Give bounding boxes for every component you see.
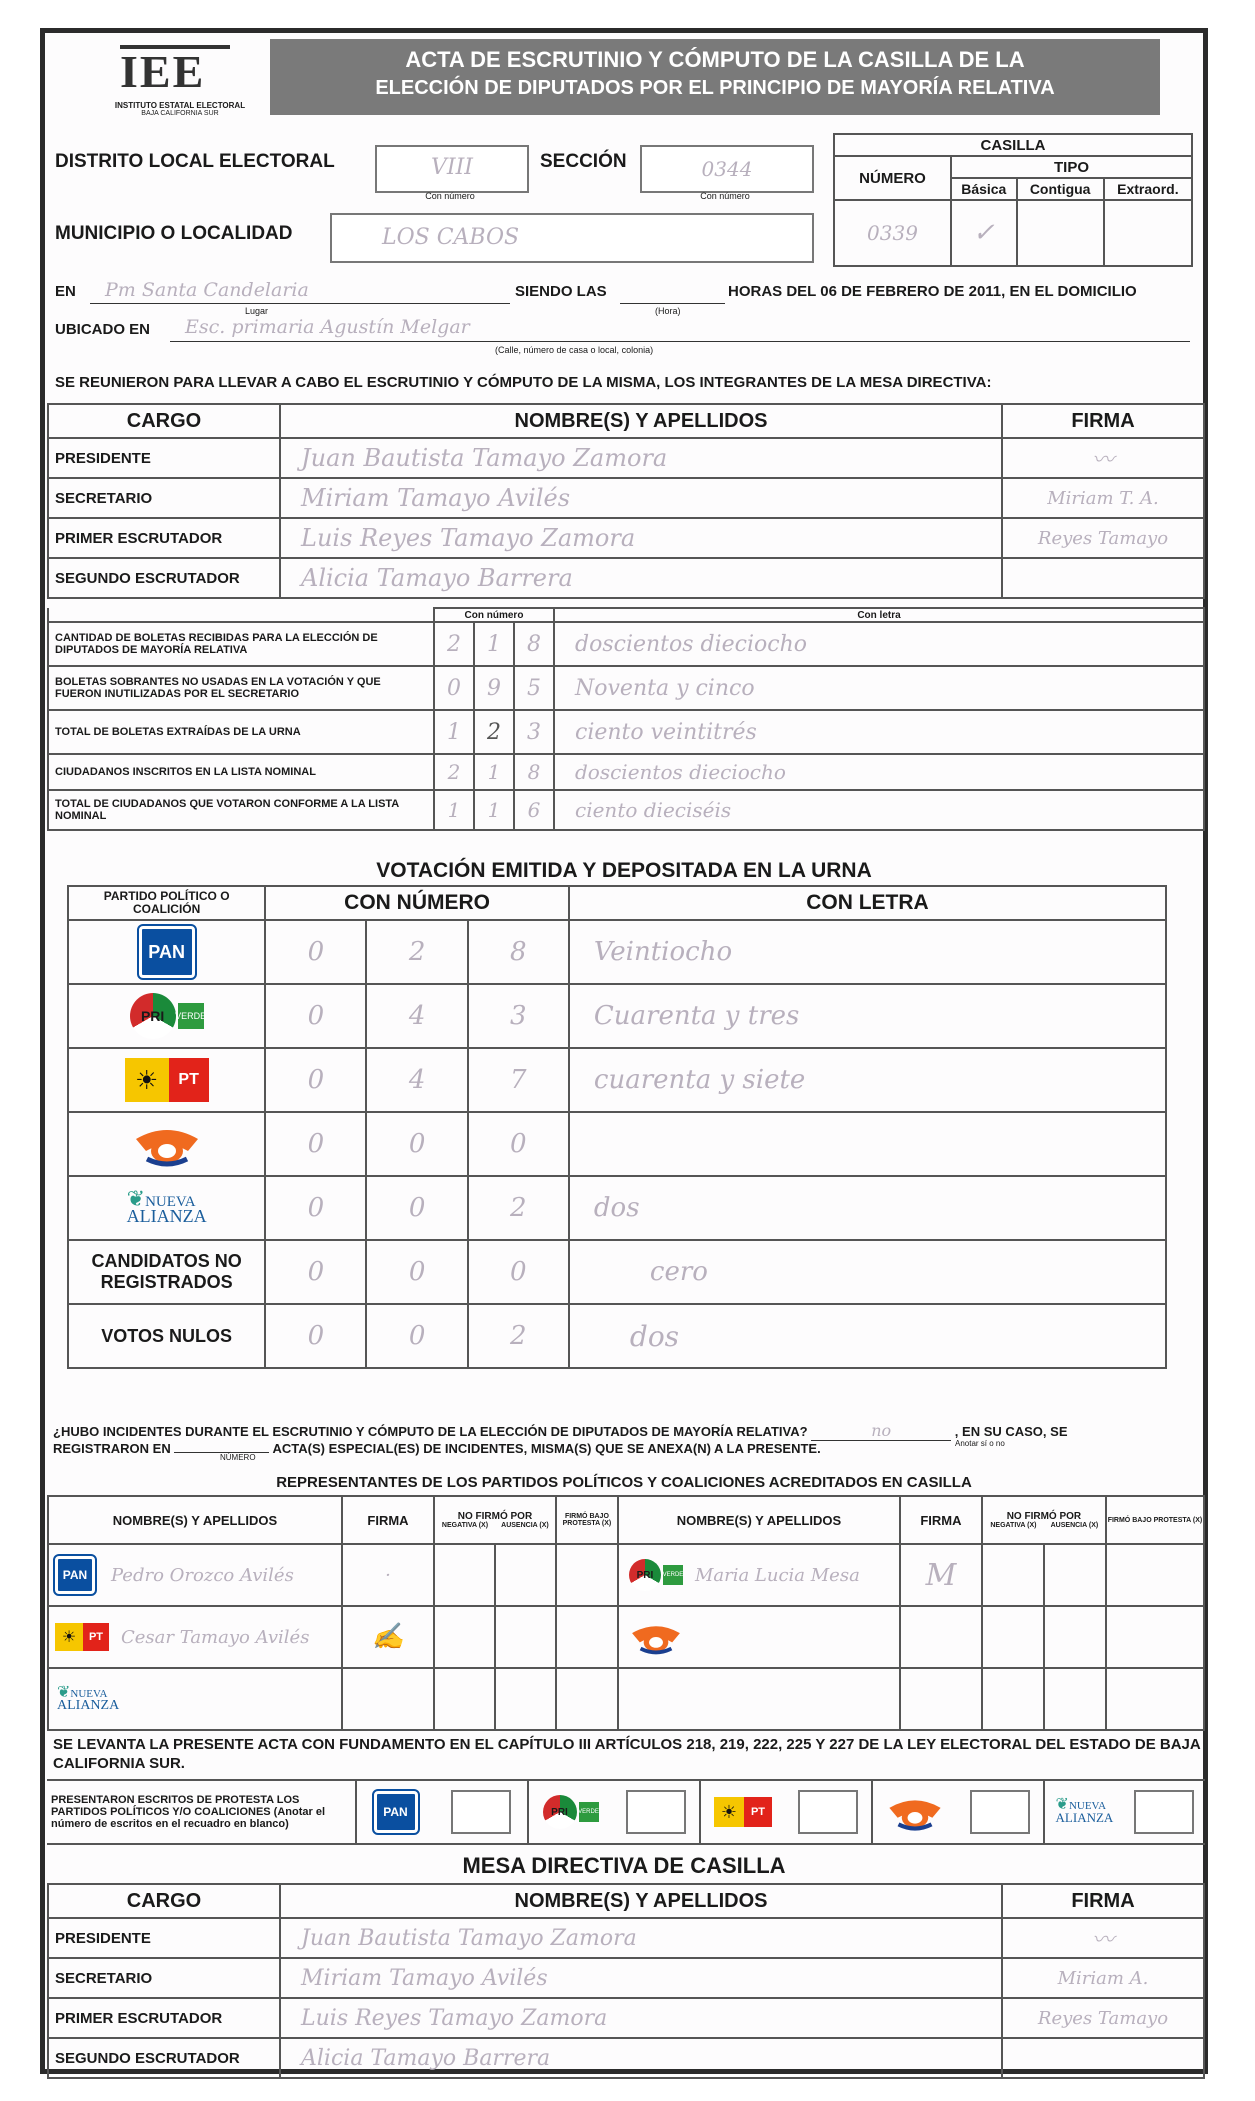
rep-prd-pt-firma[interactable]: ✍ — [342, 1606, 434, 1668]
rep-pri-logo-icon: PRI — [629, 1559, 661, 1591]
municipio-value: LOS CABOS — [382, 225, 520, 250]
no-registrados-letra[interactable]: cero — [569, 1240, 1166, 1304]
na-line-2: ALIANZA — [126, 1205, 207, 1226]
nueva-alianza-logo-icon: ❦NUEVA ALIANZA — [126, 1185, 207, 1226]
tipo-header: TIPO — [951, 156, 1192, 178]
incidentes-registraron: REGISTRARON EN — [53, 1441, 171, 1456]
mesa2-nombre-header: NOMBRE(S) Y APELLIDOS — [280, 1884, 1002, 1918]
rep-convergencia-logo-icon — [629, 1619, 683, 1655]
boletas-recibidas-letra[interactable]: doscientos dieciocho — [554, 622, 1204, 666]
numero-header: NÚMERO — [834, 156, 951, 200]
rep-left-firmo-bajo: FIRMÓ BAJO PROTESTA (X) — [556, 1496, 618, 1544]
boletas-extraidas-label: TOTAL DE BOLETAS EXTRAÍDAS DE LA URNA — [48, 710, 434, 754]
tipo-contigua: Contigua — [1017, 178, 1104, 200]
convergencia-letra[interactable] — [569, 1112, 1166, 1176]
rep-nueva-alianza-firma[interactable] — [342, 1668, 434, 1730]
convergencia-d1[interactable]: 0 — [265, 1112, 366, 1176]
protesta-text: PRESENTARON ESCRITOS DE PROTESTA LOS PARTIDOS POLÍTICOS Y/O COALICIONES (Anotar el número de escritos en el recuadro en blanco) — [47, 1781, 357, 1843]
acta-sheet — [40, 28, 1208, 2074]
votos-nulos-d1[interactable]: 0 — [265, 1304, 366, 1368]
prd-sun-icon: ☀ — [125, 1058, 169, 1102]
nueva-alianza-d1[interactable]: 0 — [265, 1176, 366, 1240]
cargo-presidente: PRESIDENTE — [48, 438, 280, 478]
nombre-presidente[interactable]: Juan Bautista Tamayo Zamora — [280, 438, 1002, 478]
rep-nueva-alianza-row — [48, 1668, 342, 1730]
pan-logo-icon: PAN — [139, 926, 195, 978]
rep-right-firma-header: FIRMA — [900, 1496, 982, 1544]
mesa2-firma-secretario[interactable]: Miriam A. — [1002, 1958, 1204, 1998]
protesta-verde-logo-icon: VERDE — [579, 1802, 599, 1822]
boletas-con-letra: Con letra — [554, 608, 1204, 622]
protesta-pan-box[interactable] — [451, 1790, 511, 1834]
tipo-extraord-cell[interactable] — [1104, 200, 1192, 266]
mesa2-firma-segundo-escrutador[interactable] — [1002, 2038, 1204, 2078]
cargo-secretario: SECRETARIO — [48, 478, 280, 518]
title-line-2: ELECCIÓN DE DIPUTADOS POR EL PRINCIPIO DE MAYORÍA RELATIVA — [375, 77, 1055, 99]
domicilio-value: Esc. primaria Agustín Melgar — [185, 316, 470, 338]
nueva-alianza-d3[interactable]: 2 — [468, 1176, 569, 1240]
verde-logo-icon: VERDE — [178, 1003, 204, 1029]
convergencia-d3[interactable]: 0 — [468, 1112, 569, 1176]
boletas-recibidas-label: CANTIDAD DE BOLETAS RECIBIDAS PARA LA ELECCIÓN DE DIPUTADOS DE MAYORÍA RELATIVA — [48, 622, 434, 666]
na-line-1: NUEVA — [145, 1193, 196, 1210]
boletas-table — [47, 607, 1205, 831]
nueva-alianza-letra[interactable]: dos — [569, 1176, 1166, 1240]
ciudadanos-votaron-letra[interactable]: ciento dieciséis — [554, 790, 1204, 830]
mesa2-firma-header: FIRMA — [1002, 1884, 1204, 1918]
mesa2-title: MESA DIRECTIVA DE CASILLA — [462, 1853, 786, 1878]
convergencia-d2[interactable]: 0 — [366, 1112, 467, 1176]
party-prd-pt-cell — [68, 1048, 265, 1112]
institute-state: BAJA CALIFORNIA SUR — [141, 110, 219, 117]
rep-pan-ausencia[interactable] — [495, 1544, 556, 1606]
mesa2-firma-primer-escrutador[interactable]: Reyes Tamayo — [1002, 1998, 1204, 2038]
protesta-pri-box[interactable] — [626, 1790, 686, 1834]
votacion-con-numero: CON NÚMERO — [265, 886, 569, 920]
mesa-directiva-table-2 — [47, 1883, 1205, 2079]
ciudadanos-votaron-d2[interactable]: 1 — [474, 790, 514, 830]
logo-text: IEE — [120, 45, 230, 95]
pan-d3[interactable]: 8 — [468, 920, 569, 984]
rep-pan-logo-icon: PAN — [55, 1556, 95, 1594]
rep-empty-nombre[interactable] — [618, 1668, 900, 1730]
representantes-table — [47, 1495, 1205, 1731]
protesta-nueva-alianza-logo-icon: ❦NUEVA ALIANZA — [1055, 1796, 1114, 1825]
rep-empty-firma[interactable] — [900, 1668, 982, 1730]
horas-text: HORAS DEL 06 DE FEBRERO DE 2011, EN EL DOMICILIO — [728, 283, 1137, 300]
iee-logo — [100, 45, 270, 135]
prd-pt-d2[interactable]: 4 — [366, 1048, 467, 1112]
protesta-pri-logo-icon: PRI — [543, 1795, 577, 1829]
prd-pt-d3[interactable]: 7 — [468, 1048, 569, 1112]
incidentes-question: ¿HUBO INCIDENTES DURANTE EL ESCRUTINIO Y CÓMPUTO DE LA ELECCIÓN DE DIPUTADOS DE MAYORÍA RELATIVA? — [53, 1424, 808, 1439]
incidentes-answer[interactable]: no — [811, 1421, 951, 1441]
distrito-label: DISTRITO LOCAL ELECTORAL — [55, 151, 335, 172]
tipo-basica: Básica — [951, 178, 1017, 200]
rep-right-firmo-bajo: FIRMÓ BAJO PROTESTA (X) — [1106, 1496, 1204, 1544]
boletas-con-numero: Con número — [434, 608, 554, 622]
protesta-pri — [529, 1781, 701, 1843]
reunieron-text: SE REUNIERON PARA LLEVAR A CABO EL ESCRUTINIO Y CÓMPUTO DE LA MISMA, LOS INTEGRANTES DE LA MESA DIRECTIVA: — [55, 374, 992, 391]
rep-pri-ausencia[interactable] — [1044, 1544, 1106, 1606]
cargo-header: CARGO — [48, 404, 280, 438]
rep-convergencia-negativa[interactable] — [982, 1606, 1044, 1668]
boletas-extraidas-letra[interactable]: ciento veintitrés — [554, 710, 1204, 754]
ciudadanos-inscritos-letra[interactable]: doscientos dieciocho — [554, 754, 1204, 790]
rep-pan-firma[interactable]: · — [342, 1544, 434, 1606]
seccion-caption: Con número — [700, 191, 750, 201]
ciudadanos-inscritos-label: CIUDADANOS INSCRITOS EN LA LISTA NOMINAL — [48, 754, 434, 790]
casilla-table — [833, 133, 1193, 267]
pri-d2[interactable]: 4 — [366, 984, 467, 1048]
rep-pri-negativa[interactable] — [982, 1544, 1044, 1606]
mesa2-cargo-presidente: PRESIDENTE — [48, 1918, 280, 1958]
mesa2-cargo-secretario: SECRETARIO — [48, 1958, 280, 1998]
anotar-caption: Anotar sí o no — [955, 1439, 1005, 1448]
tipo-extraord: Extraord. — [1104, 178, 1192, 200]
votacion-table — [67, 885, 1167, 1369]
boletas-recibidas-d1[interactable]: 2 — [434, 622, 474, 666]
distrito-value: VIII — [431, 155, 473, 180]
ciudadanos-votaron-d3[interactable]: 6 — [514, 790, 554, 830]
rep-left-no-firmo: NO FIRMÓ POR NEGATIVA (X) AUSENCIA (X) — [434, 1496, 556, 1544]
mesa2-nombre-segundo-escrutador[interactable]: Alicia Tamayo Barrera — [280, 2038, 1002, 2078]
incidentes-question-end: , EN SU CASO, SE — [954, 1424, 1068, 1439]
pan-d1[interactable]: 0 — [265, 920, 366, 984]
title-band — [270, 39, 1160, 115]
rep-convergencia-firma[interactable] — [900, 1606, 982, 1668]
firma-segundo-escrutador[interactable] — [1002, 558, 1204, 598]
rep-convergencia-protesta[interactable] — [1106, 1606, 1204, 1668]
mesa2-firma-presidente[interactable]: 〰 — [1002, 1918, 1204, 1958]
party-pan-cell — [68, 920, 265, 984]
seccion-label: SECCIÓN — [540, 151, 627, 172]
pri-d3[interactable]: 3 — [468, 984, 569, 1048]
protesta-convergencia-box[interactable] — [970, 1790, 1030, 1834]
siendo-las-label: SIENDO LAS — [515, 283, 607, 300]
tipo-basica-check[interactable]: ✓ — [951, 200, 1017, 266]
votos-nulos-label: VOTOS NULOS — [68, 1304, 265, 1368]
rep-empty-ausencia[interactable] — [1044, 1668, 1106, 1730]
pan-letra[interactable]: Veintiocho — [569, 920, 1166, 984]
boletas-sobrantes-d2[interactable]: 9 — [474, 666, 514, 710]
ubicado-label: UBICADO EN — [55, 321, 151, 338]
en-label: EN — [55, 283, 76, 300]
fundamento-text: SE LEVANTA LA PRESENTE ACTA CON FUNDAMENTO EN EL CAPÍTULO III ARTÍCULOS 218, 219, 222, 225 Y 227 DE LA LEY ELECTORAL DEL ESTADO DE BAJA CALIFORNIA SUR. — [53, 1736, 1201, 1772]
mesa-directiva-table-1 — [47, 403, 1205, 599]
rep-prd-sun-icon: ☀ — [55, 1623, 83, 1651]
no-registrados-d3[interactable]: 0 — [468, 1240, 569, 1304]
firma-secretario[interactable]: Miriam T. A. — [1002, 478, 1204, 518]
title-line-1: ACTA DE ESCRUTINIO Y CÓMPUTO DE LA CASILLA DE LA — [405, 47, 1025, 72]
rep-pan-negativa[interactable] — [434, 1544, 495, 1606]
votos-nulos-letra[interactable]: dos — [569, 1304, 1166, 1368]
rep-pan-nombre[interactable]: Pedro Orozco Avilés — [111, 1564, 294, 1586]
protesta-pt-logo-icon: PT — [744, 1797, 772, 1827]
boletas-extraidas-d2[interactable]: 2 — [474, 710, 514, 754]
rep-prd-pt-nombre[interactable]: Cesar Tamayo Avilés — [121, 1626, 310, 1648]
protesta-prd-sun-icon: ☀ — [714, 1797, 744, 1827]
protesta-pan-logo-icon: PAN — [374, 1791, 418, 1833]
protesta-nueva-alianza — [1045, 1781, 1205, 1843]
domicilio-line[interactable] — [170, 341, 1190, 342]
mesa2-nombre-secretario[interactable]: Miriam Tamayo Avilés — [280, 1958, 1002, 1998]
no-registrados-label: CANDIDATOS NO REGISTRADOS — [68, 1240, 265, 1304]
ciudadanos-votaron-d1[interactable]: 1 — [434, 790, 474, 830]
tipo-contigua-cell[interactable] — [1017, 200, 1104, 266]
rep-pri-nombre[interactable]: Maria Lucia Mesa — [694, 1564, 860, 1586]
casilla-header: CASILLA — [834, 134, 1192, 156]
votos-nulos-d3[interactable]: 2 — [468, 1304, 569, 1368]
votacion-con-letra: CON LETRA — [569, 886, 1166, 920]
rep-prd-pt-ausencia[interactable] — [495, 1606, 556, 1668]
domicilio-caption: (Calle, número de casa o local, colonia) — [495, 345, 654, 355]
protesta-nueva-alianza-box[interactable] — [1134, 1790, 1194, 1834]
prd-pt-d1[interactable]: 0 — [265, 1048, 366, 1112]
rep-verde-logo-icon: VERDE — [663, 1565, 683, 1585]
mesa2-cargo-header: CARGO — [48, 1884, 280, 1918]
protesta-convergencia — [873, 1781, 1045, 1843]
rep-pri-firma[interactable]: M — [900, 1544, 982, 1606]
mesa2-cargo-segundo-escrutador: SEGUNDO ESCRUTADOR — [48, 2038, 280, 2078]
seccion-box[interactable] — [640, 145, 814, 193]
municipio-box[interactable] — [330, 213, 814, 263]
nombre-segundo-escrutador[interactable]: Alicia Tamayo Barrera — [280, 558, 1002, 598]
lugar-line[interactable] — [90, 303, 510, 304]
seccion-value: 0344 — [701, 157, 753, 181]
casilla-numero[interactable]: 0339 — [834, 200, 951, 266]
rep-nueva-alianza-logo-icon: ❦NUEVA ALIANZA — [57, 1683, 120, 1713]
no-registrados-d1[interactable]: 0 — [265, 1240, 366, 1304]
hora-caption: (Hora) — [655, 306, 681, 316]
distrito-box[interactable] — [375, 145, 529, 193]
rep-prd-pt-protesta[interactable] — [556, 1606, 618, 1668]
representantes-title: REPRESENTANTES DE LOS PARTIDOS POLÍTICOS Y COALICIONES ACREDITADOS EN CASILLA — [276, 1474, 972, 1491]
mesa2-nombre-primer-escrutador[interactable]: Luis Reyes Tamayo Zamora — [280, 1998, 1002, 2038]
nombre-secretario[interactable]: Miriam Tamayo Avilés — [280, 478, 1002, 518]
rep-nueva-alianza-negativa[interactable] — [434, 1668, 495, 1730]
nombre-header: NOMBRE(S) Y APELLIDOS — [280, 404, 1002, 438]
protesta-row — [47, 1779, 1205, 1845]
rep-nueva-alianza-ausencia[interactable] — [495, 1668, 556, 1730]
rep-convergencia-row — [618, 1606, 900, 1668]
rep-left-firma-header: FIRMA — [342, 1496, 434, 1544]
mesa2-nombre-presidente[interactable]: Juan Bautista Tamayo Zamora — [280, 1918, 1002, 1958]
incidentes-acta-text: ACTA(S) ESPECIAL(ES) DE INCIDENTES, MISMA(S) QUE SE ANEXA(N) A LA PRESENTE. — [272, 1441, 821, 1456]
party-pri-cell — [68, 984, 265, 1048]
ciudadanos-votaron-label: TOTAL DE CIUDADANOS QUE VOTARON CONFORME A LA LISTA NOMINAL — [48, 790, 434, 830]
pt-logo-icon: PT — [169, 1058, 209, 1102]
nueva-alianza-d2[interactable]: 0 — [366, 1176, 467, 1240]
party-nueva-alianza-cell — [68, 1176, 265, 1240]
protesta-pan — [357, 1781, 529, 1843]
firma-primer-escrutador[interactable]: Reyes Tamayo — [1002, 518, 1204, 558]
rep-prd-pt-negativa[interactable] — [434, 1606, 495, 1668]
ciudadanos-inscritos-d3[interactable]: 8 — [514, 754, 554, 790]
prd-pt-letra[interactable]: cuarenta y siete — [569, 1048, 1166, 1112]
hora-line[interactable] — [620, 303, 725, 304]
boletas-extraidas-d1[interactable]: 1 — [434, 710, 474, 754]
rep-prd-pt-row — [48, 1606, 342, 1668]
numero-caption: NÚMERO — [220, 1453, 256, 1462]
municipio-label: MUNICIPIO O LOCALIDAD — [55, 223, 293, 244]
firma-header: FIRMA — [1002, 404, 1204, 438]
institute-name: INSTITUTO ESTATAL ELECTORAL — [114, 101, 246, 110]
incidentes-block — [53, 1421, 1203, 1456]
rep-left-nombre-header: NOMBRE(S) Y APELLIDOS — [48, 1496, 342, 1544]
no-registrados-d2[interactable]: 0 — [366, 1240, 467, 1304]
rep-pri-protesta[interactable] — [1106, 1544, 1204, 1606]
votacion-title: VOTACIÓN EMITIDA Y DEPOSITADA EN LA URNA — [376, 859, 872, 882]
votos-nulos-d2[interactable]: 0 — [366, 1304, 467, 1368]
boletas-recibidas-d3[interactable]: 8 — [514, 622, 554, 666]
rep-convergencia-ausencia[interactable] — [1044, 1606, 1106, 1668]
rep-empty-negativa[interactable] — [982, 1668, 1044, 1730]
boletas-extraidas-d3[interactable]: 3 — [514, 710, 554, 754]
ciudadanos-inscritos-d1[interactable]: 2 — [434, 754, 474, 790]
party-convergencia-cell — [68, 1112, 265, 1176]
mesa2-cargo-primer-escrutador: PRIMER ESCRUTADOR — [48, 1998, 280, 2038]
cargo-primer-escrutador: PRIMER ESCRUTADOR — [48, 518, 280, 558]
rep-nueva-alianza-protesta[interactable] — [556, 1668, 618, 1730]
rep-empty-protesta[interactable] — [1106, 1668, 1204, 1730]
boletas-sobrantes-label: BOLETAS SOBRANTES NO USADAS EN LA VOTACIÓN Y QUE FUERON INUTILIZADAS POR EL SECRETARIO — [48, 666, 434, 710]
rep-pri-row — [618, 1544, 900, 1606]
boletas-sobrantes-letra[interactable]: Noventa y cinco — [554, 666, 1204, 710]
boletas-sobrantes-d1[interactable]: 0 — [434, 666, 474, 710]
lugar-value: Pm Santa Candelaria — [105, 279, 309, 301]
lugar-caption: Lugar — [245, 306, 269, 316]
rep-pan-protesta[interactable] — [556, 1544, 618, 1606]
pri-logo-icon: PRI — [130, 993, 176, 1039]
pri-d1[interactable]: 0 — [265, 984, 366, 1048]
pri-letra[interactable]: Cuarenta y tres — [569, 984, 1166, 1048]
protesta-prd-pt-box[interactable] — [798, 1790, 858, 1834]
ciudadanos-inscritos-d2[interactable]: 1 — [474, 754, 514, 790]
firma-presidente[interactable]: 〰 — [1002, 438, 1204, 478]
boletas-spacer — [48, 608, 434, 622]
rep-right-nombre-header: NOMBRE(S) Y APELLIDOS — [618, 1496, 900, 1544]
convergencia-logo-icon — [132, 1121, 202, 1167]
pan-d2[interactable]: 2 — [366, 920, 467, 984]
rep-right-no-firmo: NO FIRMÓ POR NEGATIVA (X) AUSENCIA (X) — [982, 1496, 1106, 1544]
protesta-prd-pt — [701, 1781, 873, 1843]
distrito-caption: Con número — [425, 191, 475, 201]
rep-pan-row — [48, 1544, 342, 1606]
nombre-primer-escrutador[interactable]: Luis Reyes Tamayo Zamora — [280, 518, 1002, 558]
boletas-recibidas-d2[interactable]: 1 — [474, 622, 514, 666]
rep-pt-logo-icon: PT — [83, 1623, 109, 1651]
boletas-sobrantes-d3[interactable]: 5 — [514, 666, 554, 710]
protesta-convergencia-logo-icon — [886, 1793, 944, 1831]
cargo-segundo-escrutador: SEGUNDO ESCRUTADOR — [48, 558, 280, 598]
partido-header: PARTIDO POLÍTICO O COALICIÓN — [68, 886, 265, 920]
